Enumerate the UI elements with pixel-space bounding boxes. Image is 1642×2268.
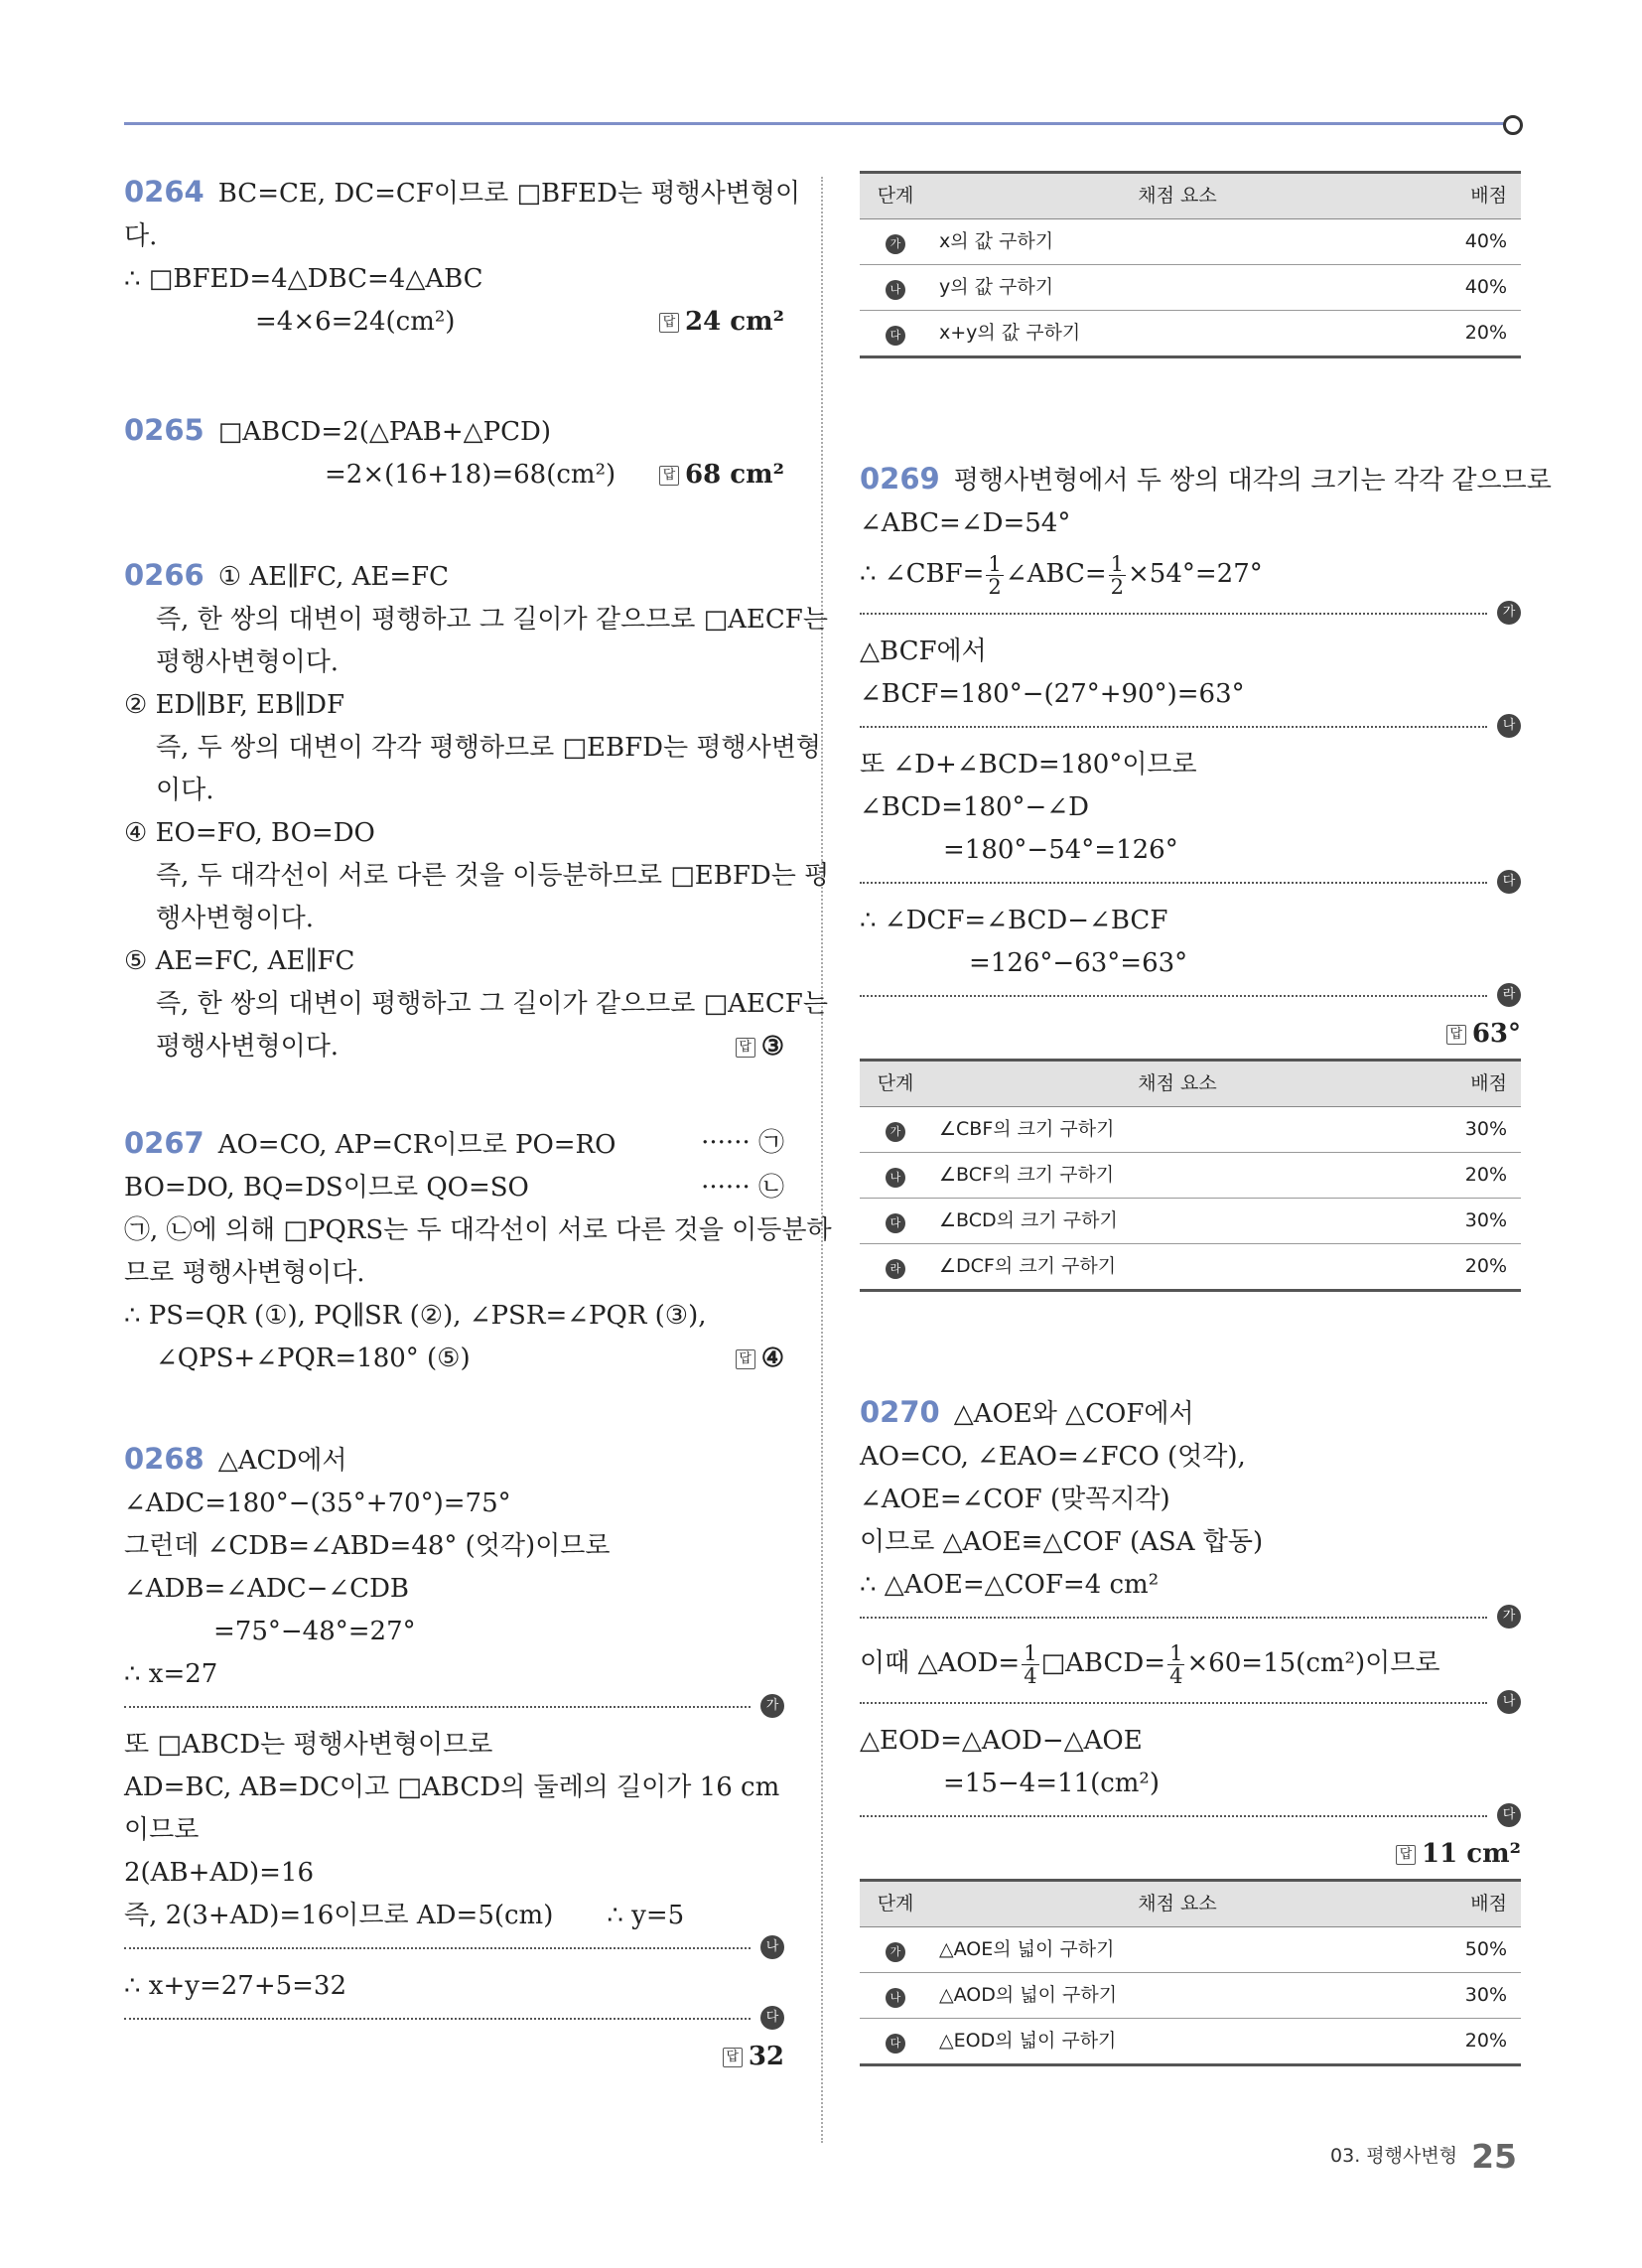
table-cell: 20% (1417, 311, 1521, 357)
table-row (860, 1153, 1521, 1199)
line: =2×(16+18)=68(cm²) (325, 460, 616, 490)
problem-0265 (124, 409, 784, 496)
answer-icon: 답 (659, 466, 679, 486)
line: ∠BCF=180°−(27°+90°)=63° (860, 679, 1245, 709)
step-divider (124, 2010, 779, 2025)
step-marker-icon: 라 (1497, 983, 1521, 1007)
table-cell: 20% (1417, 1153, 1521, 1199)
answer-value: 68 cm² (685, 460, 784, 490)
line: ∴ y=5 (607, 1901, 685, 1930)
line: AD=BC, AB=DC이고 □ABCD의 둘레의 길이가 16 cm (124, 1772, 780, 1802)
answer-value: 24 cm² (685, 307, 784, 337)
line: 평행사변형에서 두 쌍의 대각의 크기는 각각 같으므로 (953, 466, 1552, 496)
table-row (860, 1107, 1521, 1153)
line: 그런데 ∠CDB=∠ABD=48° (엇각)이므로 (124, 1531, 611, 1561)
step-marker-icon: 다 (760, 2006, 784, 2030)
problem-0270 (860, 1391, 1521, 1873)
line: ∴ x+y=27+5=32 (124, 1971, 347, 2001)
table-row (860, 1927, 1521, 1973)
numerator: 1 (1169, 1640, 1183, 1665)
table-row (860, 219, 1521, 265)
answer-icon: 답 (736, 1349, 755, 1369)
table-cell: ∠BCD의 크기 구하기 (931, 1199, 1417, 1244)
line: 평행사변형이다. (156, 647, 340, 677)
line: =126°−63°=63° (969, 948, 1188, 978)
table-header: 채점 요소 (931, 1881, 1417, 1927)
line: ×54°=27° (1128, 559, 1263, 589)
equation-marker: ······ ㉡ (701, 1173, 784, 1203)
line: ∠ADC=180°−(35°+70°)=75° (124, 1488, 511, 1518)
line: 이다. (156, 776, 214, 805)
problem-0267 (124, 1122, 832, 1380)
step-divider (860, 718, 1516, 733)
line: =75°−48°=27° (213, 1617, 416, 1646)
step-marker-icon: 다 (1497, 870, 1521, 894)
scoring-table-0269 (860, 1059, 1521, 1292)
table-cell: x의 값 구하기 (931, 219, 1417, 265)
problem-number: 0265 (124, 413, 205, 447)
table-cell: 50% (1417, 1927, 1521, 1973)
step-marker-icon: 다 (886, 1213, 905, 1233)
table-row (860, 2019, 1521, 2065)
line: ∠ABC=∠D=54° (860, 508, 1071, 538)
answer-icon: 답 (736, 1038, 755, 1058)
line: ④ EO=FO, BO=DO (124, 818, 375, 848)
table-header: 단계 (860, 1881, 931, 1927)
answer-value: 32 (748, 2042, 784, 2071)
equation-marker: ······ ㉠ (701, 1128, 784, 1158)
line: △BCF에서 (860, 637, 987, 666)
step-marker-icon: 나 (760, 1935, 784, 1959)
answer-icon: 답 (1446, 1025, 1466, 1045)
line: AO=CO, ∠EAO=∠FCO (엇각), (860, 1442, 1246, 1472)
problem-0268 (124, 1438, 784, 2075)
table-cell: ∠BCF의 크기 구하기 (931, 1153, 1417, 1199)
line: 이므로 △AOE≡△COF (ASA 합동) (860, 1527, 1264, 1557)
step-divider (124, 1698, 779, 1713)
table-cell: 40% (1417, 219, 1521, 265)
line: 다. (124, 221, 158, 251)
line: △AOE와 △COF에서 (953, 1399, 1194, 1429)
table-cell: ∠CBF의 크기 구하기 (931, 1107, 1417, 1153)
column-separator (821, 177, 823, 2143)
numerator: 1 (1024, 1640, 1037, 1665)
step-marker-icon: 가 (1497, 1605, 1521, 1629)
table-row (860, 265, 1521, 311)
table-header: 단계 (860, 1061, 931, 1107)
table-header: 배점 (1417, 1881, 1521, 1927)
step-marker-icon: 나 (1497, 1690, 1521, 1714)
header-dot (1503, 115, 1523, 135)
line: ∠AOE=∠COF (맞꼭지각) (860, 1485, 1170, 1514)
line: 2(AB+AD)=16 (124, 1858, 314, 1888)
line: BO=DO, BQ=DS이므로 QO=SO (124, 1173, 529, 1203)
line: ∴ PS=QR (①), PQ∥SR (②), ∠PSR=∠PQR (③), (124, 1301, 707, 1331)
problem-0264 (124, 171, 801, 344)
line: 또 □ABCD는 평행사변형이므로 (124, 1730, 493, 1760)
line: 므로 평행사변형이다. (124, 1258, 365, 1288)
fraction (1109, 553, 1126, 598)
answer (1446, 1013, 1521, 1056)
line: 평행사변형이다. (156, 1032, 340, 1062)
step-marker-icon: 라 (886, 1259, 905, 1279)
table-cell: 30% (1417, 1973, 1521, 2019)
line: ∠QPS+∠PQR=180° (⑤) (156, 1344, 471, 1373)
line: 즉, 한 쌍의 대변이 평행하고 그 길이가 같으므로 □AECF는 (156, 989, 828, 1019)
line: ∴ ∠CBF= (860, 559, 985, 589)
step-divider (860, 605, 1516, 620)
answer-value: ③ (760, 1032, 784, 1062)
line: AO=CO, AP=CR이므로 PO=RO (217, 1130, 616, 1160)
line: 즉, 두 쌍의 대변이 각각 평행하므로 □EBFD는 평행사변형 (156, 733, 821, 763)
table-header: 채점 요소 (931, 1061, 1417, 1107)
table-cell: 30% (1417, 1199, 1521, 1244)
denominator: 2 (988, 574, 1002, 599)
answer (736, 1026, 784, 1068)
step-divider (860, 874, 1516, 889)
answer (1396, 1833, 1521, 1876)
step-marker-icon: 가 (886, 234, 905, 254)
line: □ABCD=2(△PAB+△PCD) (217, 417, 552, 447)
line: □ABCD= (1040, 1648, 1166, 1678)
step-marker-icon: 다 (1497, 1803, 1521, 1827)
answer-value: 11 cm² (1422, 1839, 1521, 1869)
answer-icon: 답 (1396, 1845, 1416, 1865)
line: 이므로 (124, 1815, 200, 1845)
table-header: 단계 (860, 173, 931, 219)
step-marker-icon: 나 (1497, 714, 1521, 738)
line: ② ED∥BF, EB∥DF (124, 690, 345, 720)
page-number: 25 (1471, 2137, 1517, 2176)
denominator: 4 (1024, 1663, 1037, 1688)
line: ⑤ AE=FC, AE∥FC (124, 946, 355, 976)
table-cell: ∠DCF의 크기 구하기 (931, 1244, 1417, 1291)
answer-icon: 답 (723, 2048, 743, 2067)
line: ∴ □BFED=4△DBC=4△ABC (124, 264, 483, 294)
table-row (860, 1199, 1521, 1244)
denominator: 4 (1169, 1663, 1183, 1688)
numerator: 1 (988, 551, 1002, 576)
problem-number: 0267 (124, 1126, 205, 1160)
answer (723, 2036, 784, 2078)
table-cell: x+y의 값 구하기 (931, 311, 1417, 357)
table-row (860, 1244, 1521, 1291)
step-marker-icon: 다 (886, 326, 905, 346)
step-marker-icon: 가 (886, 1122, 905, 1142)
line: ∴ △AOE=△COF=4 cm² (860, 1570, 1160, 1600)
step-marker-icon: 나 (886, 1168, 905, 1188)
step-marker-icon: 가 (760, 1694, 784, 1718)
step-marker-icon: 가 (886, 1942, 905, 1962)
step-divider (860, 1694, 1516, 1709)
line: =180°−54°=126° (943, 835, 1178, 865)
problem-0266 (124, 554, 830, 1068)
left-column (124, 171, 832, 2075)
header-rule (124, 122, 1514, 125)
fraction (1167, 1642, 1184, 1687)
scoring-table-0268 (860, 171, 1521, 358)
fraction (1022, 1642, 1038, 1687)
line: ∠ADB=∠ADC−∠CDB (124, 1574, 410, 1604)
answer (736, 1338, 784, 1380)
step-marker-icon: 나 (886, 280, 905, 300)
table-header: 배점 (1417, 1061, 1521, 1107)
table-cell: y의 값 구하기 (931, 265, 1417, 311)
line: BC=CE, DC=CF이므로 □BFED는 평행사변형이 (217, 179, 801, 209)
table-cell: △EOD의 넓이 구하기 (931, 2019, 1417, 2065)
line: 즉, 2(3+AD)=16이므로 AD=5(cm) (124, 1901, 554, 1930)
table-cell: △AOD의 넓이 구하기 (931, 1973, 1417, 2019)
line: ∠BCD=180°−∠D (860, 792, 1089, 822)
answer-icon: 답 (659, 313, 679, 333)
answer-value: ④ (760, 1344, 784, 1373)
line: 또 ∠D+∠BCD=180°이므로 (860, 750, 1197, 780)
line: =15−4=11(cm²) (943, 1769, 1160, 1798)
table-cell: 40% (1417, 265, 1521, 311)
line: ∠ABC= (1005, 559, 1107, 589)
step-divider (860, 1807, 1516, 1822)
answer-value: 63° (1471, 1019, 1521, 1049)
line: △EOD=△AOD−△AOE (860, 1726, 1143, 1756)
table-cell: 20% (1417, 1244, 1521, 1291)
denominator: 2 (1110, 574, 1125, 599)
scoring-table-0270 (860, 1879, 1521, 2066)
problem-0269 (860, 458, 1552, 1053)
step-marker-icon: 나 (886, 1988, 905, 2008)
answer (659, 454, 784, 496)
numerator: 1 (1110, 551, 1125, 576)
answer (659, 301, 784, 344)
line: ㉠, ㉡에 의해 □PQRS는 두 대각선이 서로 다른 것을 이등분하 (124, 1215, 832, 1245)
step-divider (860, 1609, 1516, 1624)
table-row (860, 311, 1521, 357)
table-cell: 20% (1417, 2019, 1521, 2065)
fraction (986, 553, 1003, 598)
step-divider (860, 987, 1516, 1002)
line: =4×6=24(cm²) (255, 307, 456, 337)
right-column (860, 171, 1552, 2066)
line: △ACD에서 (217, 1446, 347, 1476)
line: ×60=15(cm²)이므로 (1186, 1648, 1440, 1678)
line: ① AE∥FC, AE=FC (217, 562, 450, 592)
problem-number: 0269 (860, 462, 940, 496)
problem-number: 0268 (124, 1442, 205, 1476)
line: ∴ x=27 (124, 1659, 218, 1689)
step-marker-icon: 다 (886, 2034, 905, 2054)
step-marker-icon: 가 (1497, 601, 1521, 625)
table-row (860, 1973, 1521, 2019)
page-footer (1330, 2137, 1517, 2176)
chapter-title: 03. 평행사변형 (1330, 2145, 1458, 2167)
line: 즉, 한 쌍의 대변이 평행하고 그 길이가 같으므로 □AECF는 (156, 605, 828, 635)
problem-number: 0264 (124, 175, 205, 209)
line: ∴ ∠DCF=∠BCD−∠BCF (860, 906, 1168, 935)
line: 이때 △AOD= (860, 1648, 1021, 1678)
line: 행사변형이다. (156, 904, 314, 933)
table-cell: 30% (1417, 1107, 1521, 1153)
table-header: 배점 (1417, 173, 1521, 219)
line: 즉, 두 대각선이 서로 다른 것을 이등분하므로 □EBFD는 평 (156, 861, 830, 891)
table-header: 채점 요소 (931, 173, 1417, 219)
table-cell: △AOE의 넓이 구하기 (931, 1927, 1417, 1973)
problem-number: 0270 (860, 1395, 940, 1429)
step-divider (124, 1939, 779, 1954)
problem-number: 0266 (124, 558, 205, 592)
